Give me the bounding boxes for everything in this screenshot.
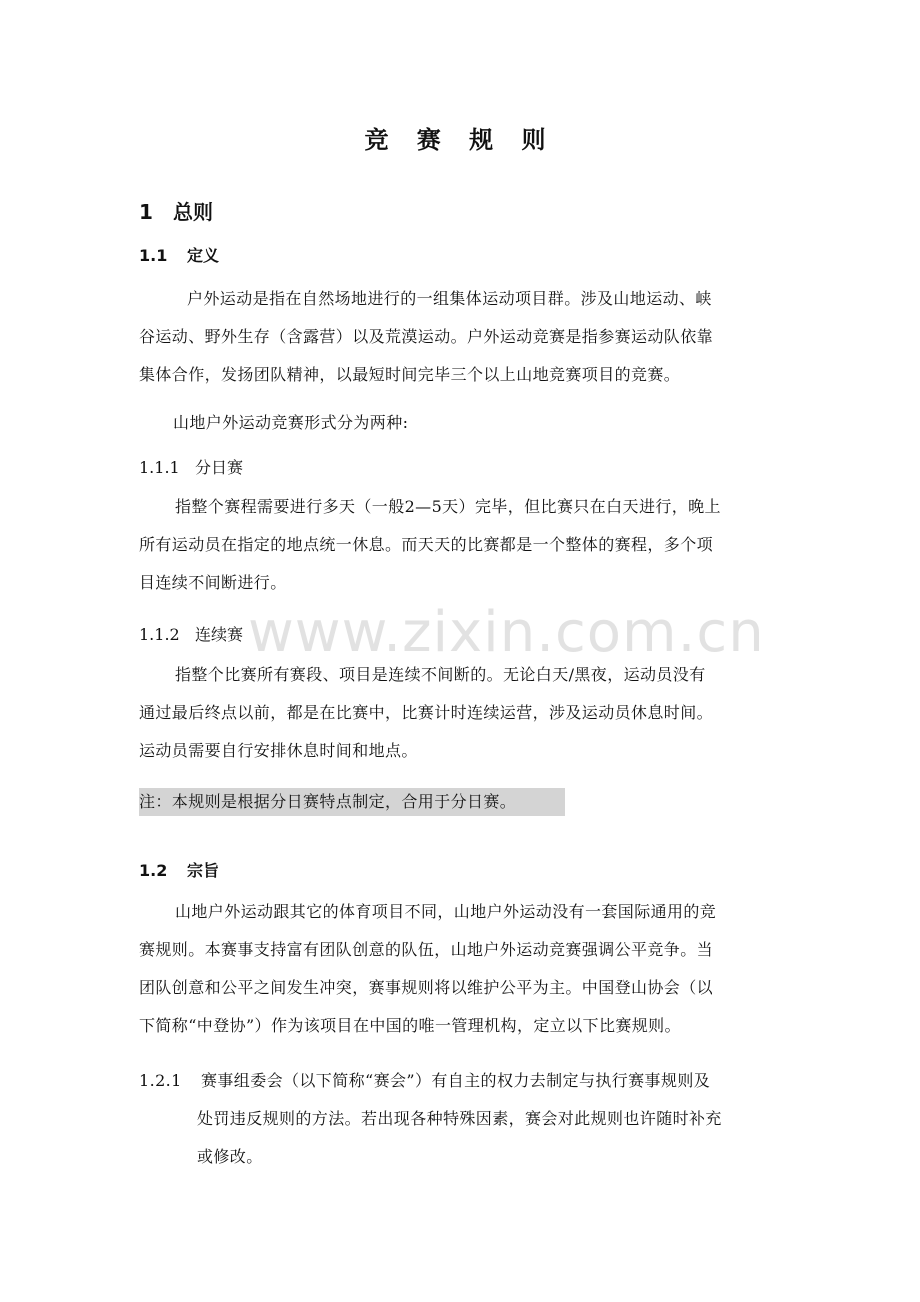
paragraph-line: 团队创意和公平之间发生冲突，赛事规则将以维护公平为主。中国登山协会（以 <box>139 978 714 997</box>
paragraph-line: 谷运动、野外生存（含露营）以及荒漠运动。户外运动竞赛是指参赛运动队依靠 <box>139 327 714 346</box>
watermark: www.zixin.com.cn <box>248 600 765 665</box>
forms-intro-paragraph <box>139 404 789 442</box>
paragraph-line: 下简称“中登协”）作为该项目在中国的唯一管理机构，定立以下比赛规则。 <box>139 1016 681 1035</box>
section-title: 分日赛 <box>195 458 244 477</box>
highlighted-note: 注：本规则是根据分日赛特点制定，合用于分日赛。 <box>139 788 565 816</box>
section-title: 宗旨 <box>187 861 220 880</box>
page-title: 竞 赛 规 则 <box>364 126 556 154</box>
section-title: 总则 <box>173 200 213 224</box>
section-heading-1-2 <box>139 858 219 881</box>
paragraph-line: 指整个比赛所有赛段、项目是连续不间断的。无论白天/黑夜，运动员没有 <box>175 665 706 684</box>
paragraph-line: 户外运动是指在自然场地进行的一组集体运动项目群。涉及山地运动、峡 <box>187 289 712 308</box>
continuous-race-paragraph <box>139 656 789 770</box>
section-heading-1-1-2 <box>139 622 243 645</box>
clause-line: 处罚违反规则的方法。若出现各种特殊因素，赛会对此规则也许随时补充 <box>197 1109 722 1128</box>
paragraph-line: 运动员需要自行安排休息时间和地点。 <box>139 741 418 760</box>
paragraph-line: 赛规则。本赛事支持富有团队创意的队伍，山地户外运动竞赛强调公平竞争。当 <box>139 940 714 959</box>
section-title: 定义 <box>187 246 220 265</box>
clause-line: 赛事组委会（以下简称“赛会”）有自主的权力去制定与执行赛事规则及 <box>201 1071 711 1090</box>
section-heading-1-1-1 <box>139 455 243 478</box>
section-number: 1 <box>139 200 153 224</box>
paragraph-line: 目连续不间断进行。 <box>139 573 287 592</box>
paragraph-line: 指整个赛程需要进行多天（一般2—5天）完毕，但比赛只在白天进行，晚上 <box>175 497 721 516</box>
day-race-paragraph <box>139 488 789 602</box>
section-number: 1.1 <box>139 246 168 265</box>
section-heading-1 <box>139 196 213 225</box>
definition-paragraph <box>139 280 789 394</box>
paragraph-line: 集体合作，发扬团队精神，以最短时间完毕三个以上山地竞赛项目的竞赛。 <box>139 365 681 384</box>
paragraph-line: 山地户外运动跟其它的体育项目不同，山地户外运动没有一套国际通用的竞 <box>175 902 717 921</box>
purpose-paragraph <box>139 893 789 1045</box>
numbered-clause-1-2-1 <box>139 1062 799 1182</box>
clause-number: 1.2.1 <box>139 1071 182 1090</box>
section-number: 1.1.2 <box>139 625 180 644</box>
paragraph-line: 所有运动员在指定的地点统一休息。而天天的比赛都是一个整体的赛程，多个项 <box>139 535 714 554</box>
paragraph-line: 山地户外运动竞赛形式分为两种: <box>173 413 409 432</box>
paragraph-line: 通过最后终点以前，都是在比赛中，比赛计时连续运营，涉及运动员休息时间。 <box>139 703 714 722</box>
section-number: 1.1.1 <box>139 458 180 477</box>
section-number: 1.2 <box>139 861 168 880</box>
section-heading-1-1 <box>139 243 219 266</box>
clause-line: 或修改。 <box>197 1147 263 1166</box>
section-title: 连续赛 <box>195 625 244 644</box>
